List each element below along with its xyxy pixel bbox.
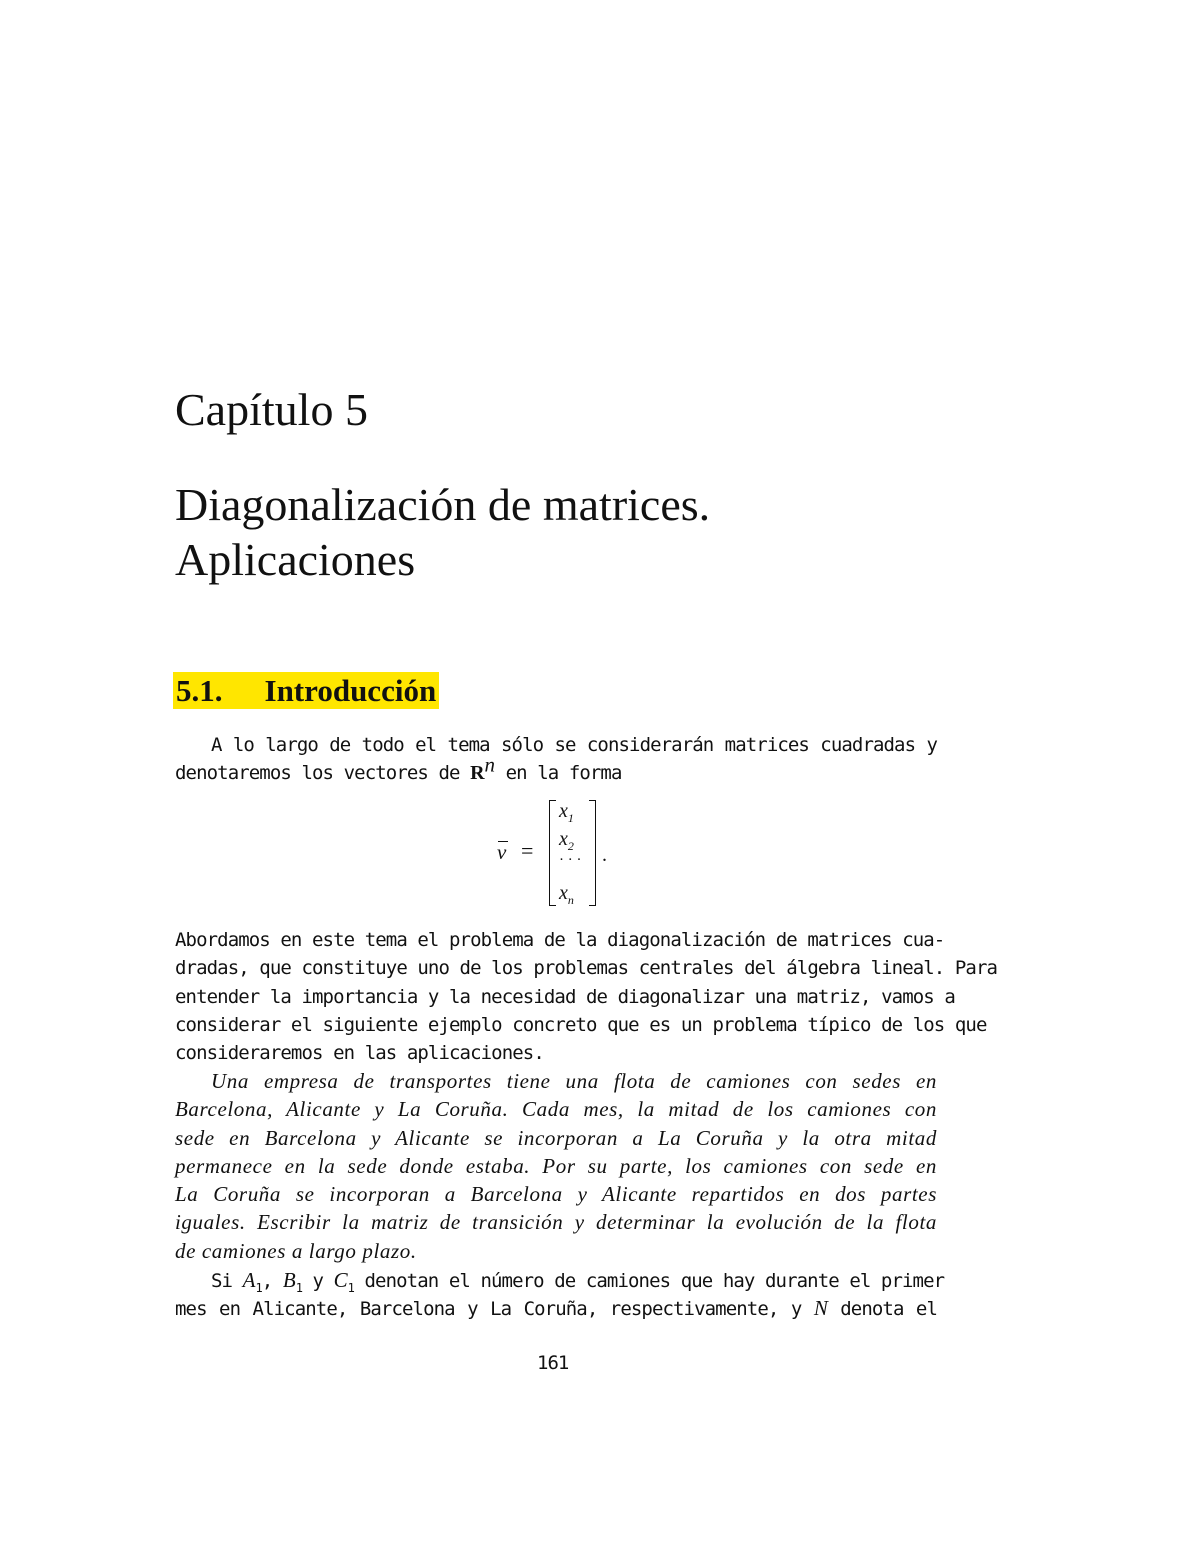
vector-entry-ellipsis — [559, 852, 582, 869]
section-number: 5.1. — [176, 673, 223, 708]
example-line: iguales. Escribir la matriz de transición y determinar la evolución de la flota — [175, 1210, 937, 1235]
paragraph-2-line: consideraremos en las aplicaciones. — [175, 1042, 544, 1065]
example-line: La Coruña se incorporan a Barcelona y Alicante repartidos en dos partes — [175, 1182, 937, 1207]
paragraph-2-line: considerar el siguiente ejemplo concreto que es un problema típico de los que — [175, 1013, 987, 1036]
equals-sign: = — [521, 838, 534, 863]
vector-entry-1 — [559, 800, 574, 823]
paragraph-3 — [175, 1266, 945, 1323]
sub: 1 — [255, 1280, 262, 1295]
text: denota el — [827, 1298, 937, 1321]
equation-period: . — [602, 844, 607, 866]
paragraph-2 — [175, 926, 998, 1067]
example-line: de camiones a largo plazo. — [175, 1238, 417, 1263]
section-heading-highlighted — [173, 672, 439, 709]
paragraph-3-line-2 — [175, 1294, 937, 1322]
example-line: permanece en la sede donde estaba. Por su parte, los camiones con sede en — [175, 1153, 937, 1178]
text: Si — [211, 1270, 243, 1292]
vector-equation — [497, 798, 657, 910]
intro-text-end: en la forma — [495, 762, 622, 785]
intro-paragraph — [175, 731, 937, 788]
intro-text: denotaremos los vectores de — [175, 762, 471, 785]
text: mes en Alicante, Barcelona y La Coruña, respectivamente, y — [175, 1298, 814, 1321]
paragraph-2-line: entender la importancia y la necesidad de diagonalizar una matriz, vamos a — [175, 985, 955, 1008]
var-n: N — [813, 1296, 828, 1321]
entry-sub: n — [567, 893, 574, 907]
section-title: Introducción — [264, 673, 437, 708]
text: denotan el número de camiones que hay durante el primer — [353, 1270, 945, 1292]
vector-arrow-bar — [498, 841, 508, 842]
intro-line-1: A lo largo de todo el tema sólo se considerarán matrices cuadradas y — [211, 734, 937, 756]
chapter-title — [175, 477, 710, 587]
example-line: Una empresa de transportes tiene una flota de camiones con sedes en — [211, 1069, 937, 1093]
vector-v — [497, 840, 506, 865]
chapter-title-line-1: Diagonalización de matrices. — [175, 479, 711, 530]
paragraph-2-line: dradas, que constituye uno de los problemas centrales del álgebra lineal. Para — [175, 957, 998, 980]
text: , — [261, 1270, 283, 1292]
vector-entry-2 — [559, 828, 574, 851]
paragraph-2-line: Abordamos en este tema el problema de la diagonalización de matrices cua- — [175, 929, 945, 951]
page-number: 161 — [537, 1352, 569, 1374]
entry-base: x — [559, 828, 568, 850]
sub: 1 — [295, 1280, 303, 1295]
entry-sub: 2 — [567, 839, 574, 853]
real-numbers-symbol: R — [470, 762, 485, 785]
var-c: C — [333, 1268, 348, 1292]
example-line: Barcelona, Alicante y La Coruña. Cada mes, la mitad de los camiones con — [175, 1097, 937, 1122]
entry-sub: 1 — [567, 811, 574, 825]
var-b: B — [282, 1268, 296, 1292]
left-bracket — [549, 800, 556, 906]
var-a: A — [242, 1268, 256, 1292]
example-problem — [175, 1067, 937, 1265]
chapter-title-line-2: Aplicaciones — [175, 534, 416, 585]
paragraph-3-line-1 — [175, 1266, 945, 1295]
ellipsis: · · · — [559, 852, 582, 868]
vector-entry-n — [559, 882, 574, 905]
sub: 1 — [347, 1280, 354, 1295]
example-line: sede en Barcelona y Alicante se incorporan a La Coruña y la otra mitad — [175, 1125, 937, 1150]
vector-v-symbol: v — [497, 840, 507, 864]
dimension-superscript: n — [484, 752, 496, 777]
right-bracket — [589, 800, 596, 906]
intro-line-2 — [175, 752, 937, 787]
text: y — [302, 1270, 334, 1292]
entry-base: x — [559, 800, 568, 822]
chapter-label: Capítulo 5 — [175, 384, 368, 435]
entry-base: x — [559, 882, 568, 904]
